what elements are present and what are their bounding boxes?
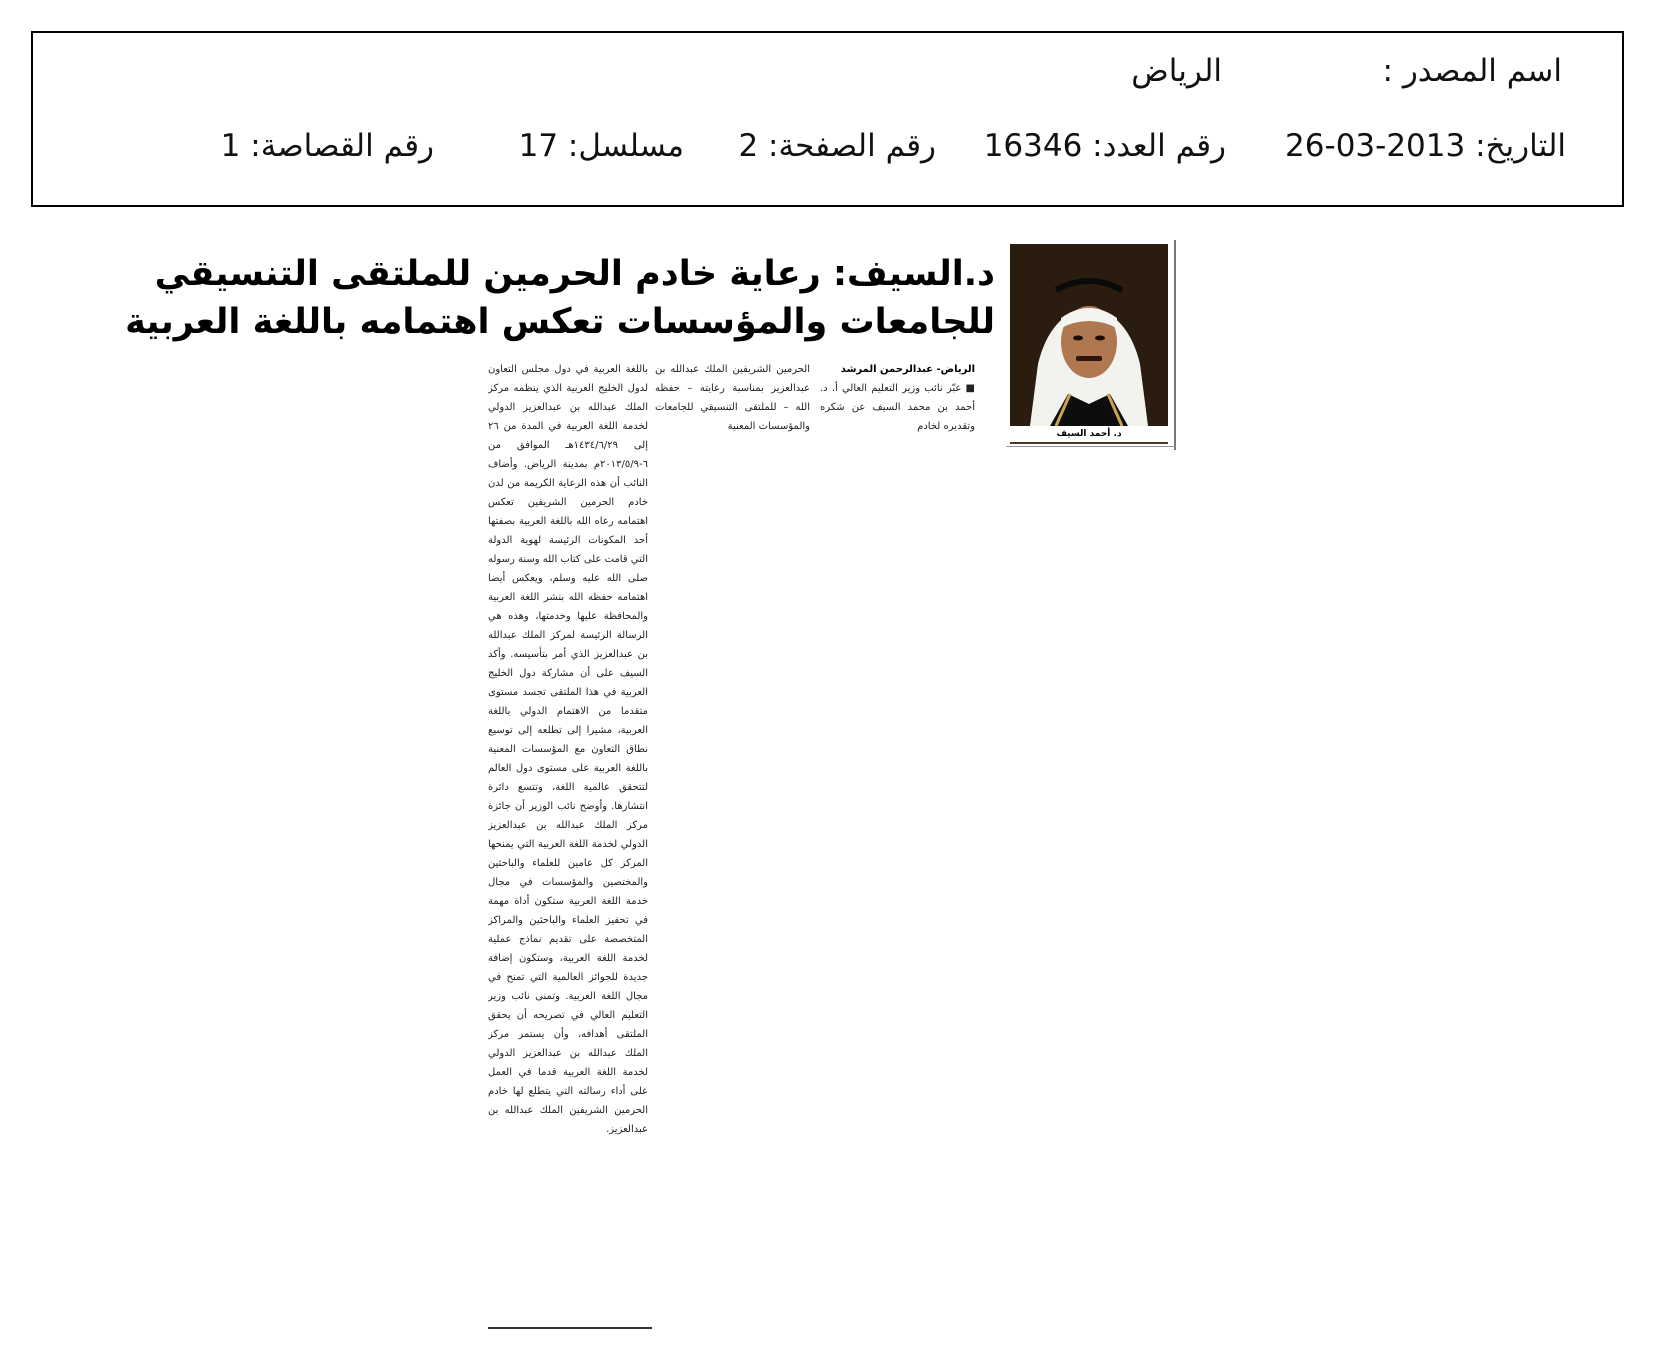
article-column-2	[655, 360, 810, 440]
column-3-text: باللغة العربية في دول مجلس التعاون لدول الخليج العربية الذي ينظمه مركز الملك عبدالله بن عبدالعزيز الدولي لخدمة اللغة العربية في المدة من ٢٦ إلى ١٤٣٤/٦/٢٩هـ الموافق من ٦-٢٠١٣/٥/٩م بمدينة الرياض. وأضاف النائب أن هذه الرعاية الكريمة من لدن خادم الحرمين الشريفين تعكس اهتمامه رعاه الله باللغة العربية بصفتها أحد المكونات الرئيسة لهوية الدولة التي قامت على كتاب الله وسنة رسوله صلى الله عليه وسلم، ويعكس أيضا اهتمامه حفظه الله بنشر اللغة العربية والمحافظة عليها وخدمتها، وهذه هي الرسالة الرئيسة لمركز الملك عبدالله بن عبدالعزيز الذي أمر بتأسيسه. وأكد السيف على أن مشاركة دول الخليج العربية في هذا الملتقى تجسد مستوى متقدما من الاهتمام الدولي باللغة العربية، مشيرا إلى تطلعه إلى توسيع نطاق التعاون مع المؤسسات المعنية باللغة العربية على مستوى دول العالم لتتحقق عالمية اللغة، وتتسع دائرة انتشارها. وأوضح نائب الوزير أن جائزة مركز الملك عبدالله بن عبدالعزيز الدولي لخدمة اللغة العربية التي يمنحها المركز كل عامين للعلماء والباحثين والمختصين والمؤسسات في مجال خدمة اللغة العربية ستكون أداة مهمة في تحفيز العلماء والباحثين والمراكز المتخصصة على تقديم نماذج عملية لخدمة اللغة العربية، وستكون إضافة جديدة للجوائز العالمية التي تمنح في مجال اللغة العربية. وتمنى نائب وزير التعليم العالي في تصريحه أن يحقق الملتقى أهدافه، وأن يستمر مركز الملك عبدالله بن عبدالعزيز الدولي لخدمة اللغة العربية قدما في العمل على أداء رسالته التي يتطلع لها خادم الحرمين الشريفين الملك عبدالله بن عبدالعزيز.	[488, 364, 648, 1135]
headline-line-2: للجامعات والمؤسسات تعكس اهتمامه باللغة العربية	[125, 302, 995, 342]
source-value: الرياض	[1131, 53, 1222, 89]
source-label: اسم المصدر :	[1382, 53, 1562, 89]
column-1-text: ■ عبّر نائب وزير التعليم العالي أ. د. أحمد بن محمد السيف عن شكره وتقديره لخادم	[820, 383, 975, 432]
page-number-field: رقم الصفحة: 2	[738, 128, 936, 164]
photo-bottom-line	[1006, 446, 1176, 447]
newspaper-clipping	[125, 240, 1180, 1340]
column-2-text: الحرمين الشريفين الملك عبدالله بن عبدالعزيز بمناسبة رعايته – حفظه الله – للملتقى التنسيقي للجامعات والمؤسسات المعنية	[655, 364, 810, 432]
man-portrait-image	[1010, 244, 1168, 426]
issue-number-field: رقم العدد: 16346	[983, 128, 1226, 164]
serial-number-field: مسلسل: 17	[518, 128, 684, 164]
article-column-1	[820, 360, 975, 440]
portrait-photo	[1010, 244, 1168, 444]
date-field: التاريخ: 2013-03-26	[1285, 128, 1566, 164]
photo-caption: د. أحمد السيف	[1010, 426, 1168, 442]
photo-frame-line	[1174, 240, 1176, 450]
clip-number-field: رقم القصاصة: 1	[220, 128, 434, 164]
article-column-3	[488, 360, 648, 1315]
byline: الرياض- عبدالرحمن المرشد	[840, 364, 975, 375]
headline-line-1: د.السيف: رعاية خادم الحرمين للملتقى التنسيقي	[154, 254, 995, 294]
clip-metadata-box	[31, 31, 1624, 207]
article-end-rule	[488, 1327, 652, 1329]
